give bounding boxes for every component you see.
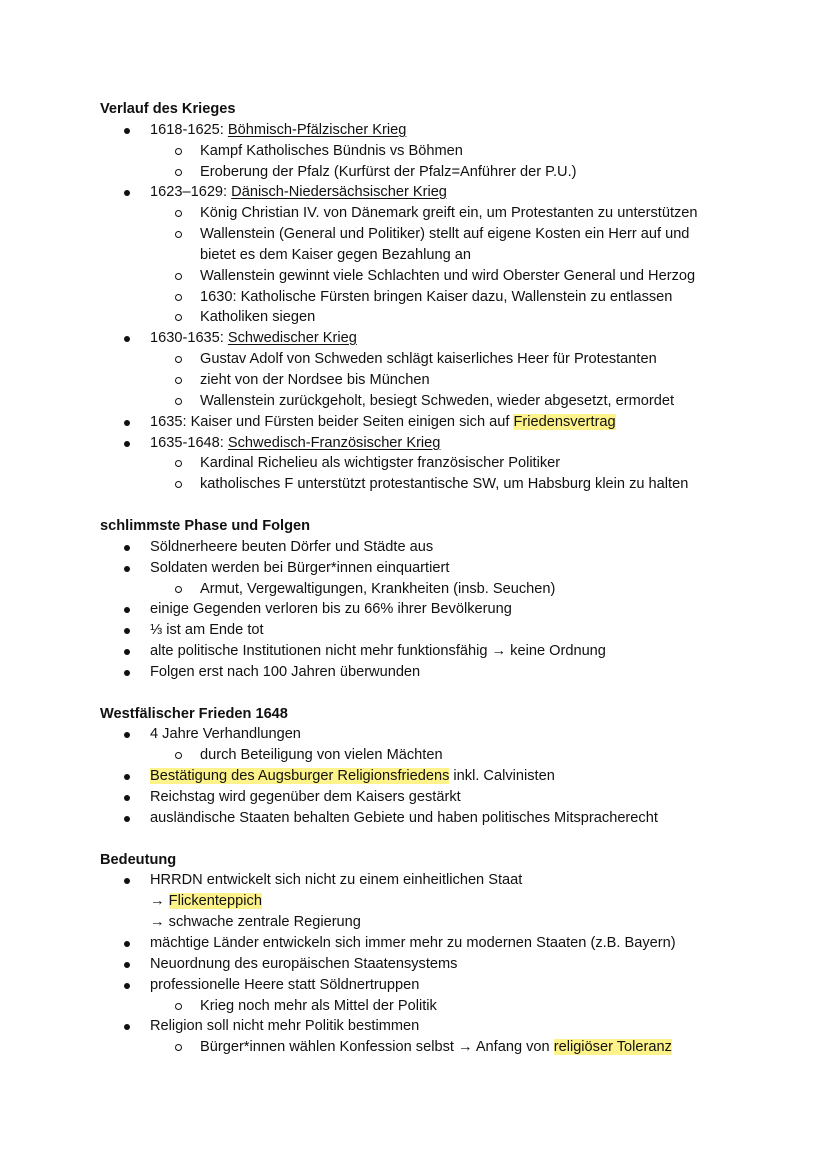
- sub-list-item: Wallenstein (General und Politiker) stellt auf eigene Kosten ein Herr auf und: [200, 224, 689, 245]
- circle-bullet-icon: [175, 169, 182, 176]
- list-item: 1618-1625: Böhmisch-Pfälzischer Krieg: [150, 120, 406, 141]
- highlighted-term: Flickenteppich: [168, 893, 262, 909]
- list-item: Religion soll nicht mehr Politik bestimmen: [150, 1016, 419, 1037]
- bullet-icon: [124, 607, 130, 613]
- section-heading-frieden: Westfälischer Frieden 1648: [100, 706, 288, 722]
- circle-bullet-icon: [175, 231, 182, 238]
- circle-bullet-icon: [175, 752, 182, 759]
- highlighted-term: Friedensvertrag: [513, 414, 616, 430]
- sub-list-item: katholisches F unterstützt protestantische SW, um Habsburg klein zu halten: [200, 474, 688, 495]
- list-item: 1635-1648: Schwedisch-Französischer Krieg: [150, 433, 440, 454]
- bullet-icon: [124, 816, 130, 822]
- list-item: 1623–1629: Dänisch-Niedersächsischer Krieg: [150, 182, 447, 203]
- sub-list-item: Wallenstein zurückgeholt, besiegt Schweden, wieder abgesetzt, ermordet: [200, 391, 674, 412]
- circle-bullet-icon: [175, 294, 182, 301]
- bullet-icon: [124, 1024, 130, 1030]
- circle-bullet-icon: [175, 481, 182, 488]
- bullet-icon: [124, 941, 130, 947]
- bullet-icon: [124, 441, 130, 447]
- list-item-continuation: → schwache zentrale Regierung: [150, 914, 361, 930]
- sub-list-item: Kampf Katholisches Bündnis vs Böhmen: [200, 141, 463, 162]
- sub-list-item: zieht von der Nordsee bis München: [200, 370, 430, 391]
- list-item: Folgen erst nach 100 Jahren überwunden: [150, 662, 420, 683]
- sub-list-item: Bürger*innen wählen Konfession selbst → Anfang von religiöser Toleranz: [200, 1037, 672, 1058]
- list-item: Neuordnung des europäischen Staatensystems: [150, 954, 457, 975]
- list-item: 1635: Kaiser und Fürsten beider Seiten einigen sich auf Friedensvertrag: [150, 412, 616, 433]
- bullet-icon: [124, 962, 130, 968]
- list-item-continuation: → Flickenteppich: [150, 893, 262, 909]
- circle-bullet-icon: [175, 210, 182, 217]
- bullet-icon: [124, 628, 130, 634]
- sub-list-item-continuation: bietet es dem Kaiser gegen Bezahlung an: [200, 247, 471, 263]
- circle-bullet-icon: [175, 148, 182, 155]
- bullet-icon: [124, 670, 130, 676]
- sub-list-item: Wallenstein gewinnt viele Schlachten und wird Oberster General und Herzog: [200, 266, 695, 287]
- circle-bullet-icon: [175, 273, 182, 280]
- sub-list-item: König Christian IV. von Dänemark greift ein, um Protestanten zu unterstützen: [200, 203, 698, 224]
- sub-list-item: Gustav Adolf von Schweden schlägt kaiserliches Heer für Protestanten: [200, 349, 657, 370]
- circle-bullet-icon: [175, 1044, 182, 1051]
- circle-bullet-icon: [175, 398, 182, 405]
- list-item: Söldnerheere beuten Dörfer und Städte aus: [150, 537, 433, 558]
- sub-list-item: Krieg noch mehr als Mittel der Politik: [200, 996, 437, 1017]
- section-heading-bedeutung: Bedeutung: [100, 852, 177, 868]
- bullet-icon: [124, 732, 130, 738]
- highlighted-term: Bestätigung des Augsburger Religionsfriedens: [150, 768, 450, 784]
- circle-bullet-icon: [175, 460, 182, 467]
- list-item: alte politische Institutionen nicht mehr funktionsfähig → keine Ordnung: [150, 641, 606, 662]
- sub-list-item: Kardinal Richelieu als wichtigster französischer Politiker: [200, 453, 560, 474]
- section-heading-verlauf: Verlauf des Krieges: [100, 101, 236, 117]
- sub-list-item: Armut, Vergewaltigungen, Krankheiten (insb. Seuchen): [200, 579, 555, 600]
- bullet-icon: [124, 336, 130, 342]
- bullet-icon: [124, 190, 130, 196]
- circle-bullet-icon: [175, 356, 182, 363]
- circle-bullet-icon: [175, 586, 182, 593]
- list-item: Soldaten werden bei Bürger*innen einquartiert: [150, 558, 449, 579]
- bullet-icon: [124, 128, 130, 134]
- bullet-icon: [124, 420, 130, 426]
- circle-bullet-icon: [175, 377, 182, 384]
- list-item: Reichstag wird gegenüber dem Kaisers gestärkt: [150, 787, 461, 808]
- underlined-term: Schwedisch-Französischer Krieg: [227, 435, 441, 451]
- list-item: 4 Jahre Verhandlungen: [150, 724, 301, 745]
- underlined-term: Dänisch-Niedersächsischer Krieg: [231, 184, 447, 200]
- bullet-icon: [124, 566, 130, 572]
- highlighted-term: religiöser Toleranz: [553, 1039, 672, 1055]
- list-item: einige Gegenden verloren bis zu 66% ihrer Bevölkerung: [150, 599, 512, 620]
- list-item: 1630-1635: Schwedischer Krieg: [150, 328, 357, 349]
- list-item: ausländische Staaten behalten Gebiete und haben politisches Mitspracherecht: [150, 808, 658, 829]
- sub-list-item: durch Beteiligung von vielen Mächten: [200, 745, 443, 766]
- section-heading-phase: schlimmste Phase und Folgen: [100, 518, 311, 534]
- circle-bullet-icon: [175, 314, 182, 321]
- list-item: HRRDN entwickelt sich nicht zu einem einheitlichen Staat: [150, 870, 522, 891]
- bullet-icon: [124, 545, 130, 551]
- bullet-icon: [124, 774, 130, 780]
- sub-list-item: Eroberung der Pfalz (Kurfürst der Pfalz=Anführer der P.U.): [200, 162, 577, 183]
- sub-list-item: 1630: Katholische Fürsten bringen Kaiser dazu, Wallenstein zu entlassen: [200, 287, 672, 308]
- underlined-term: Böhmisch-Pfälzischer Krieg: [227, 122, 407, 138]
- bullet-icon: [124, 795, 130, 801]
- sub-list-item: Katholiken siegen: [200, 307, 315, 328]
- bullet-icon: [124, 983, 130, 989]
- list-item: Bestätigung des Augsburger Religionsfriedens inkl. Calvinisten: [150, 766, 555, 787]
- bullet-icon: [124, 649, 130, 655]
- underlined-term: Schwedischer Krieg: [227, 330, 357, 346]
- bullet-icon: [124, 878, 130, 884]
- list-item: professionelle Heere statt Söldnertruppen: [150, 975, 419, 996]
- circle-bullet-icon: [175, 1003, 182, 1010]
- list-item: ⅓ ist am Ende tot: [150, 620, 264, 641]
- list-item: mächtige Länder entwickeln sich immer mehr zu modernen Staaten (z.B. Bayern): [150, 933, 676, 954]
